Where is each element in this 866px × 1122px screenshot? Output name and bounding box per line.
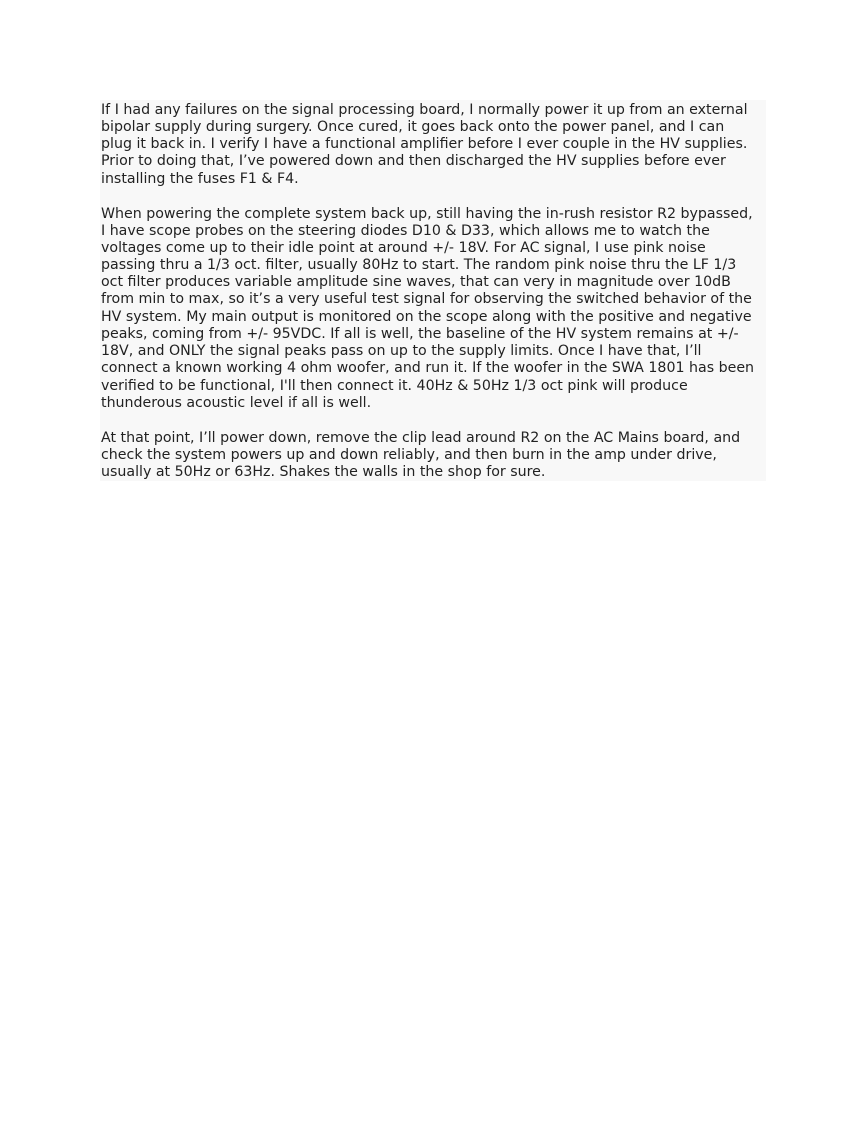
- paragraph-2-line-12: thunderous acoustic level if all is well.: [101, 395, 372, 411]
- paragraph-1-line-4: Prior to doing that, I’ve powered down and then discharged the HV supplies before ever: [101, 153, 726, 169]
- paragraph-3-line-3: usually at 50Hz or 63Hz. Shakes the walls in the shop for sure.: [101, 464, 546, 480]
- paragraph-2-line-10: connect a known working 4 ohm woofer, and run it. If the woofer in the SWA 1801 has been: [101, 360, 755, 376]
- paragraph-2-line-9: 18V, and ONLY the signal peaks pass on up to the supply limits. Once I have that, I’ll: [101, 343, 702, 359]
- paragraph-1-line-1: If I had any failures on the signal processing board, I normally power it up from an external: [101, 102, 748, 118]
- paragraph-2-line-1: When powering the complete system back up, still having the in-rush resistor R2 bypassed,: [101, 206, 753, 222]
- paragraph-2-line-6: from min to max, so it’s a very useful test signal for observing the switched behavior of the: [101, 291, 752, 307]
- document-text-block: [100, 100, 766, 481]
- paragraph-2-line-11: verified to be functional, I'll then connect it. 40Hz & 50Hz 1/3 oct pink will produce: [101, 378, 688, 394]
- paragraph-2-line-5: oct filter produces variable amplitude sine waves, that can very in magnitude over 10dB: [101, 274, 731, 290]
- paragraph-2-line-3: voltages come up to their idle point at around +/- 18V. For AC signal, I use pink noise: [101, 240, 706, 256]
- paragraph-3-line-2: check the system powers up and down reliably, and then burn in the amp under drive,: [101, 447, 717, 463]
- paragraph-3-line-1: At that point, I’ll power down, remove the clip lead around R2 on the AC Mains board, and: [101, 430, 741, 446]
- paragraph-2-line-8: peaks, coming from +/- 95VDC. If all is well, the baseline of the HV system remains at +/-: [101, 326, 739, 342]
- paragraph-2-line-7: HV system. My main output is monitored on the scope along with the positive and negative: [101, 309, 752, 325]
- paragraph-1-line-5: installing the fuses F1 & F4.: [101, 171, 299, 187]
- paragraph-2-line-2: I have scope probes on the steering diodes D10 & D33, which allows me to watch the: [101, 223, 710, 239]
- paragraph-2-line-4: passing thru a 1/3 oct. filter, usually 80Hz to start. The random pink noise thru the LF 1/3: [101, 257, 737, 273]
- paragraph-1-line-2: bipolar supply during surgery. Once cured, it goes back onto the power panel, and I can: [101, 119, 725, 135]
- paragraph-1-line-3: plug it back in. I verify I have a functional amplifier before I ever couple in the HV supplies.: [101, 136, 748, 152]
